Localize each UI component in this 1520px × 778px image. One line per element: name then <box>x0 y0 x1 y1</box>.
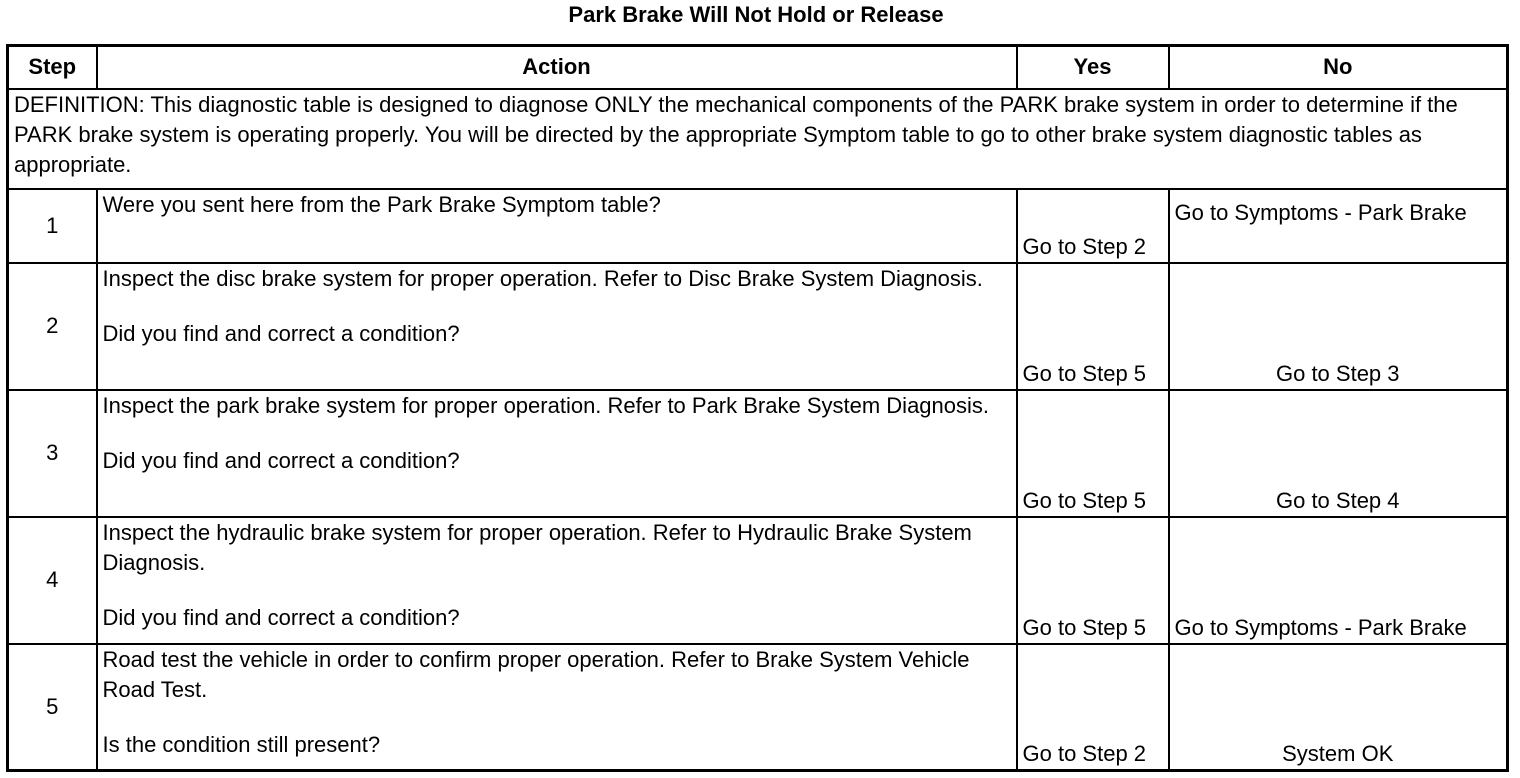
yes-result: Go to Step 5 <box>1017 517 1169 644</box>
step-action <box>97 189 1017 263</box>
yes-result: Go to Step 5 <box>1017 390 1169 517</box>
no-result: Go to Step 4 <box>1169 390 1508 517</box>
table-row-step-5 <box>8 644 1508 771</box>
header-action: Action <box>97 46 1017 89</box>
header-yes: Yes <box>1017 46 1169 89</box>
action-text: Inspect the hydraulic brake system for proper operation. Refer to Hydraulic Brake System Diagnosis. <box>102 519 972 575</box>
step-number: 5 <box>8 644 97 771</box>
step-action <box>97 517 1017 644</box>
step-number: 1 <box>8 189 97 263</box>
action-text: Inspect the disc brake system for proper operation. Refer to Disc Brake System Diagnosis. <box>102 265 983 291</box>
step-number: 4 <box>8 517 97 644</box>
header-row <box>8 46 1508 89</box>
no-result: System OK <box>1169 644 1508 771</box>
definition-text: DEFINITION: This diagnostic table is designed to diagnose ONLY the mechanical components of the PARK brake system in order to determine if the PARK brake system is operating properly. You will be directed by the appropriate Symptom table to go to other brake system diagnostic tables as appropriate. <box>8 89 1508 189</box>
step-number: 2 <box>8 263 97 390</box>
no-result: Go to Step 3 <box>1169 263 1508 390</box>
action-text: Inspect the park brake system for proper operation. Refer to Park Brake System Diagnosis. <box>102 392 990 418</box>
action-text: Road test the vehicle in order to confirm proper operation. Refer to Brake System Vehicle Road Test. <box>102 646 970 702</box>
action-question: Did you find and correct a condition? <box>102 447 460 473</box>
header-no: No <box>1169 46 1508 89</box>
page-title: Park Brake Will Not Hold or Release <box>568 2 944 27</box>
step-action <box>97 644 1017 771</box>
diagnostic-table <box>6 44 1509 772</box>
table-row-step-2 <box>8 263 1508 390</box>
header-step: Step <box>8 46 97 89</box>
table-row-step-1 <box>8 189 1508 263</box>
table-row-step-4 <box>8 517 1508 644</box>
step-action <box>97 390 1017 517</box>
yes-result: Go to Step 2 <box>1017 189 1169 263</box>
action-question: Is the condition still present? <box>102 731 381 757</box>
yes-result: Go to Step 5 <box>1017 263 1169 390</box>
definition-row <box>8 89 1508 189</box>
step-action <box>97 263 1017 390</box>
action-question: Did you find and correct a condition? <box>102 604 460 630</box>
no-result: Go to Symptoms - Park Brake <box>1169 189 1508 263</box>
action-text: Were you sent here from the Park Brake Symptom table? <box>102 191 661 217</box>
action-question: Did you find and correct a condition? <box>102 320 460 346</box>
table-row-step-3 <box>8 390 1508 517</box>
step-number: 3 <box>8 390 97 517</box>
no-result: Go to Symptoms - Park Brake <box>1169 517 1508 644</box>
yes-result: Go to Step 2 <box>1017 644 1169 771</box>
